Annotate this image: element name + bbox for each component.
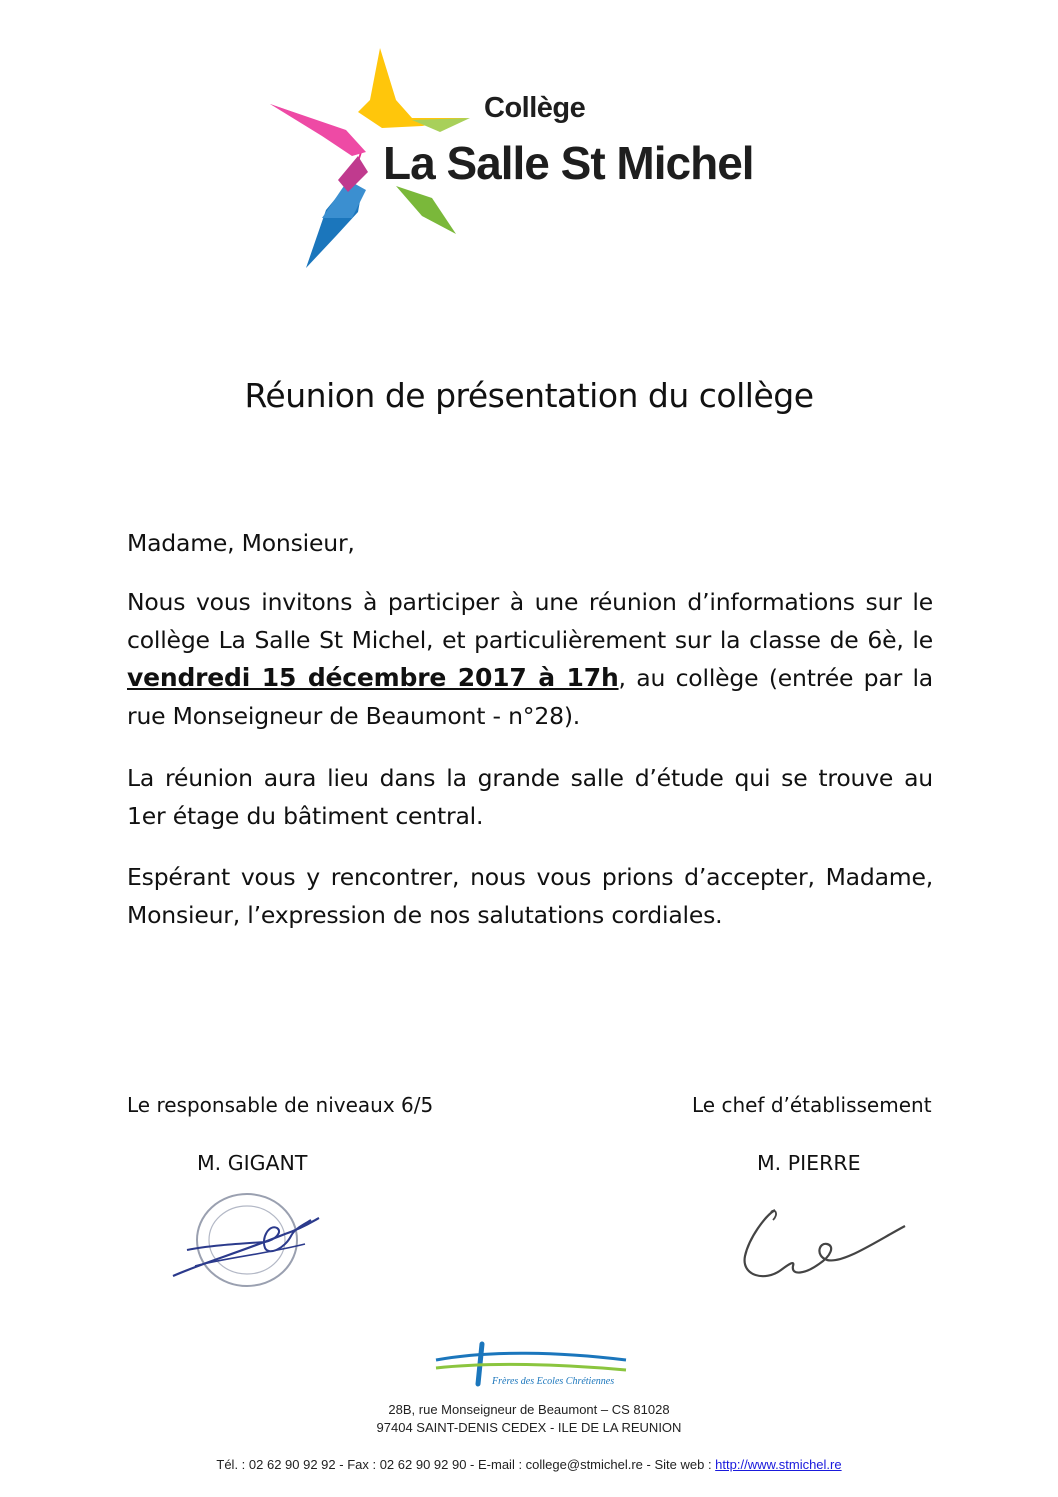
logo-college-name: La Salle St Michel — [383, 137, 754, 189]
meeting-date: vendredi 15 décembre 2017 à 17h — [127, 663, 619, 692]
invitation-paragraph — [127, 583, 933, 735]
right-signature-scrawl — [735, 1190, 910, 1290]
left-signature-stamp — [165, 1188, 330, 1293]
freres-ecoles-chretiennes-logo — [430, 1340, 630, 1390]
invitation-text-end: , au collège (entrée par la rue Monseigneur de Beaumont - n°28). — [127, 664, 933, 730]
footer-contact-details: Tél. : 02 62 90 92 92 - Fax : 02 62 90 92 90 - E-mail : college@stmichel.re - Site web : — [216, 1457, 716, 1472]
right-signatory-role: Le chef d’établissement — [692, 1093, 932, 1117]
right-signatory-name: M. PIERRE — [757, 1151, 861, 1175]
footer-contact-line — [0, 1457, 1058, 1472]
salutation: Madame, Monsieur, — [127, 529, 355, 557]
closing-paragraph: Espérant vous y rencontrer, nous vous prions d’accepter, Madame, Monsieur, l’expression de nos salutations cordiales. — [127, 863, 933, 929]
left-signatory-name: M. GIGANT — [197, 1151, 308, 1175]
footer-logo-text: Frères des Ecoles Chrétiennes — [492, 1376, 615, 1387]
left-signatory-role: Le responsable de niveaux 6/5 — [127, 1093, 434, 1117]
invitation-text-start: Nous vous invitons à participer à une réunion d’informations sur le collège La Salle St Michel, et particulièrement sur la classe de 6è, le — [127, 588, 933, 654]
document-title: Réunion de présentation du collège — [244, 376, 814, 415]
logo-college-label: Collège — [484, 92, 586, 124]
footer-address-line2: 97404 SAINT-DENIS CEDEX - ILE DE LA REUNION — [376, 1420, 682, 1435]
footer-address-line1: 28B, rue Monseigneur de Beaumont – CS 81028 — [388, 1402, 670, 1417]
website-link[interactable]: http://www.stmichel.re — [715, 1457, 842, 1472]
location-paragraph: La réunion aura lieu dans la grande salle d’étude qui se trouve au 1er étage du bâtiment central. — [127, 764, 933, 830]
